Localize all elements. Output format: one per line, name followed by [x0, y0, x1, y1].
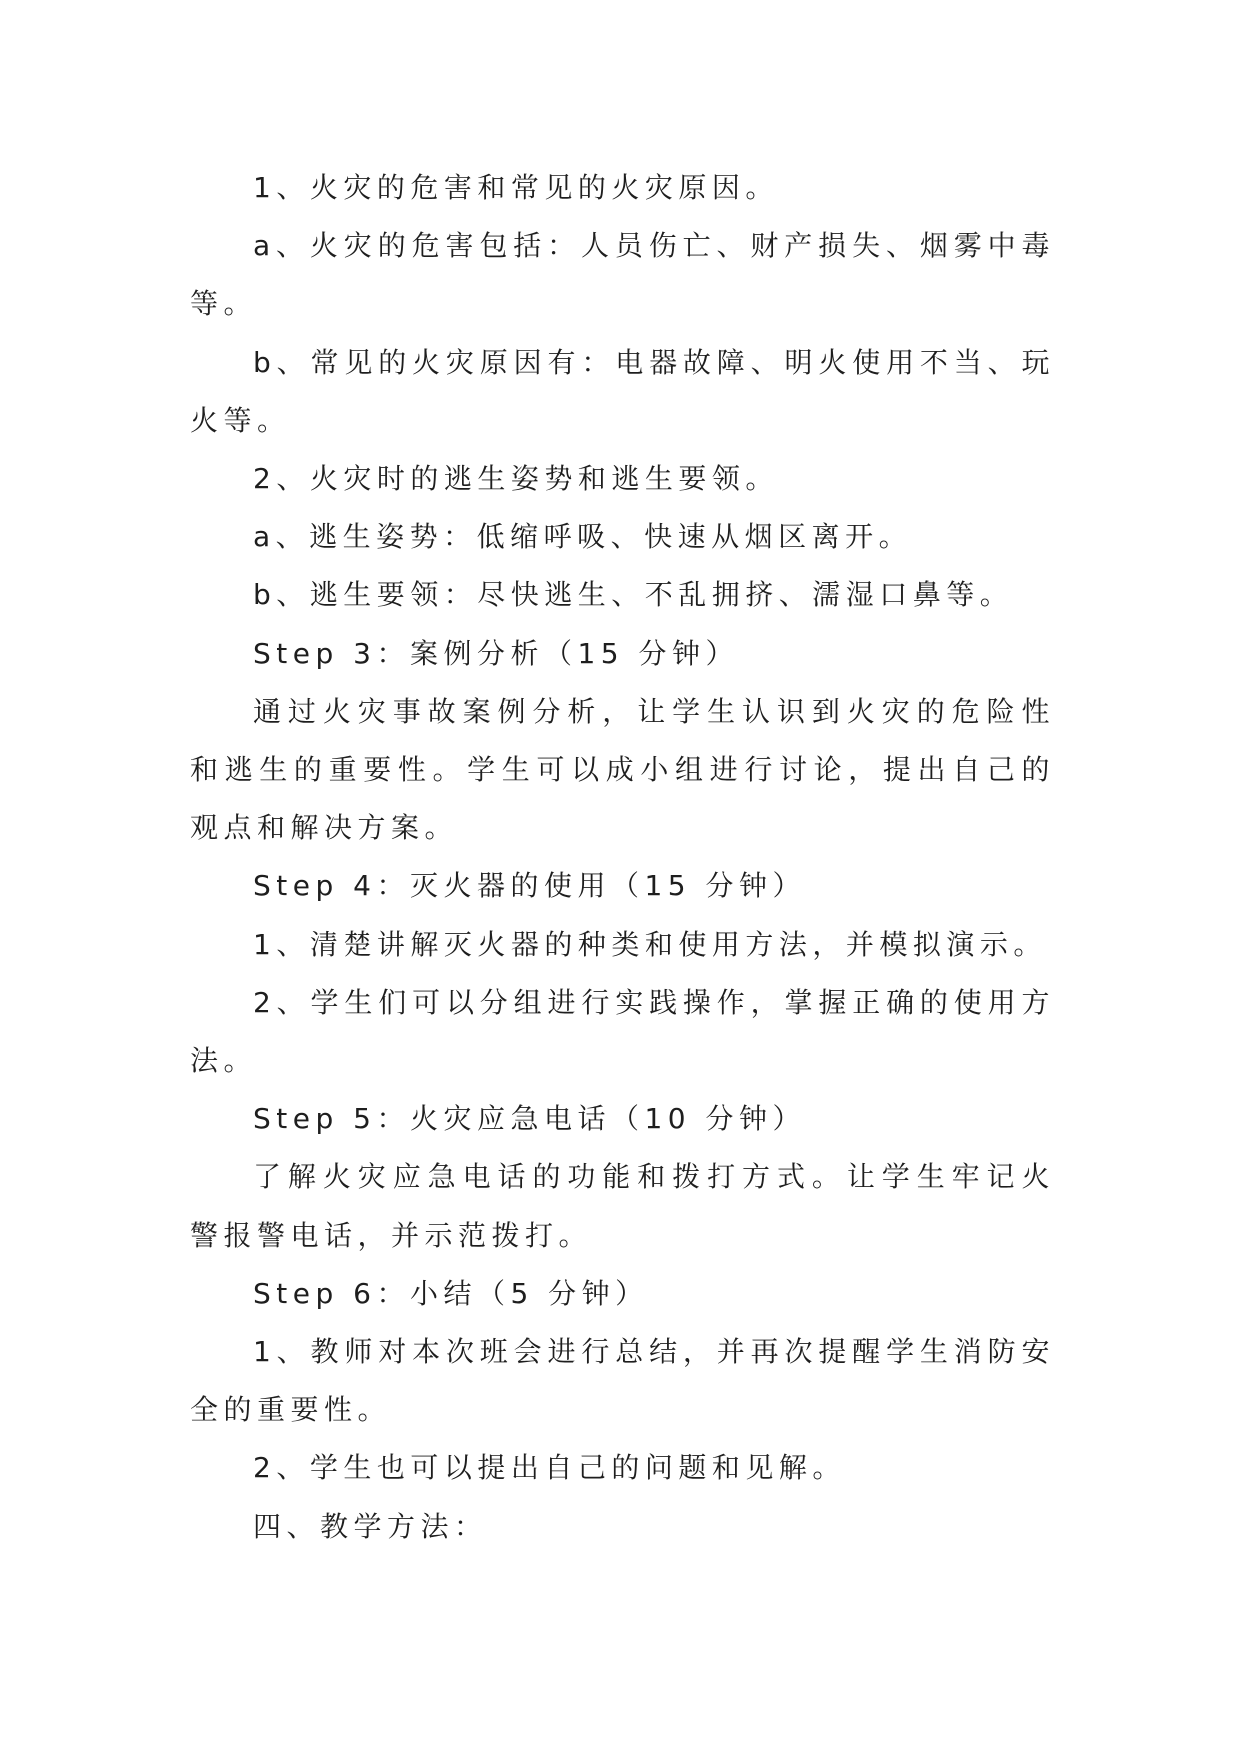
- step-3-heading: Step 3：案例分析（15 分钟）: [253, 636, 739, 670]
- section-four-heading: 四、教学方法：: [253, 1509, 488, 1543]
- paragraph-extinguisher-practice: 2、学生们可以分组进行实践操作，掌握正确的使用方法。: [190, 985, 1055, 1078]
- step-5-heading: Step 5：火灾应急电话（10 分钟）: [253, 1102, 806, 1136]
- paragraph-extinguisher-explain: 1、清楚讲解灭火器的种类和使用方法，并模拟演示。: [253, 927, 1047, 961]
- paragraph-fire-causes-list: b、常见的火灾原因有：电器故障、明火使用不当、玩火等。: [190, 345, 1055, 437]
- paragraph-emergency-phone: 了解火灾应急电话的功能和拨打方式。让学生牢记火警报警电话，并示范拨打。: [190, 1160, 1055, 1252]
- paragraph-escape-heading: 2、火灾时的逃生姿势和逃生要领。: [253, 462, 779, 496]
- paragraph-case-analysis: 通过火灾事故案例分析，让学生认识到火灾的危险性和逃生的重要性。学生可以成小组进行讨论，提出自己的观点和解决方案。: [190, 694, 1055, 845]
- paragraph-fire-hazards-heading: 1、火灾的危害和常见的火灾原因。: [253, 171, 779, 204]
- document-body: [190, 159, 1055, 1556]
- paragraph-student-questions: 2、学生也可以提出自己的问题和见解。: [253, 1451, 846, 1485]
- paragraph-teacher-summary: 1、教师对本次班会进行总结，并再次提醒学生消防安全的重要性。: [190, 1335, 1055, 1427]
- paragraph-escape-posture: a、逃生姿势：低缩呼吸、快速从烟区离开。: [253, 520, 913, 554]
- paragraph-escape-essentials: b、逃生要领：尽快逃生、不乱拥挤、濡湿口鼻等。: [253, 578, 1014, 612]
- step-6-heading: Step 6：小结（5 分钟）: [253, 1276, 649, 1310]
- paragraph-fire-hazards-list: a、火灾的危害包括：人员伤亡、财产损失、烟雾中毒等。: [190, 229, 1055, 321]
- step-4-heading: Step 4：灭火器的使用（15 分钟）: [253, 869, 806, 903]
